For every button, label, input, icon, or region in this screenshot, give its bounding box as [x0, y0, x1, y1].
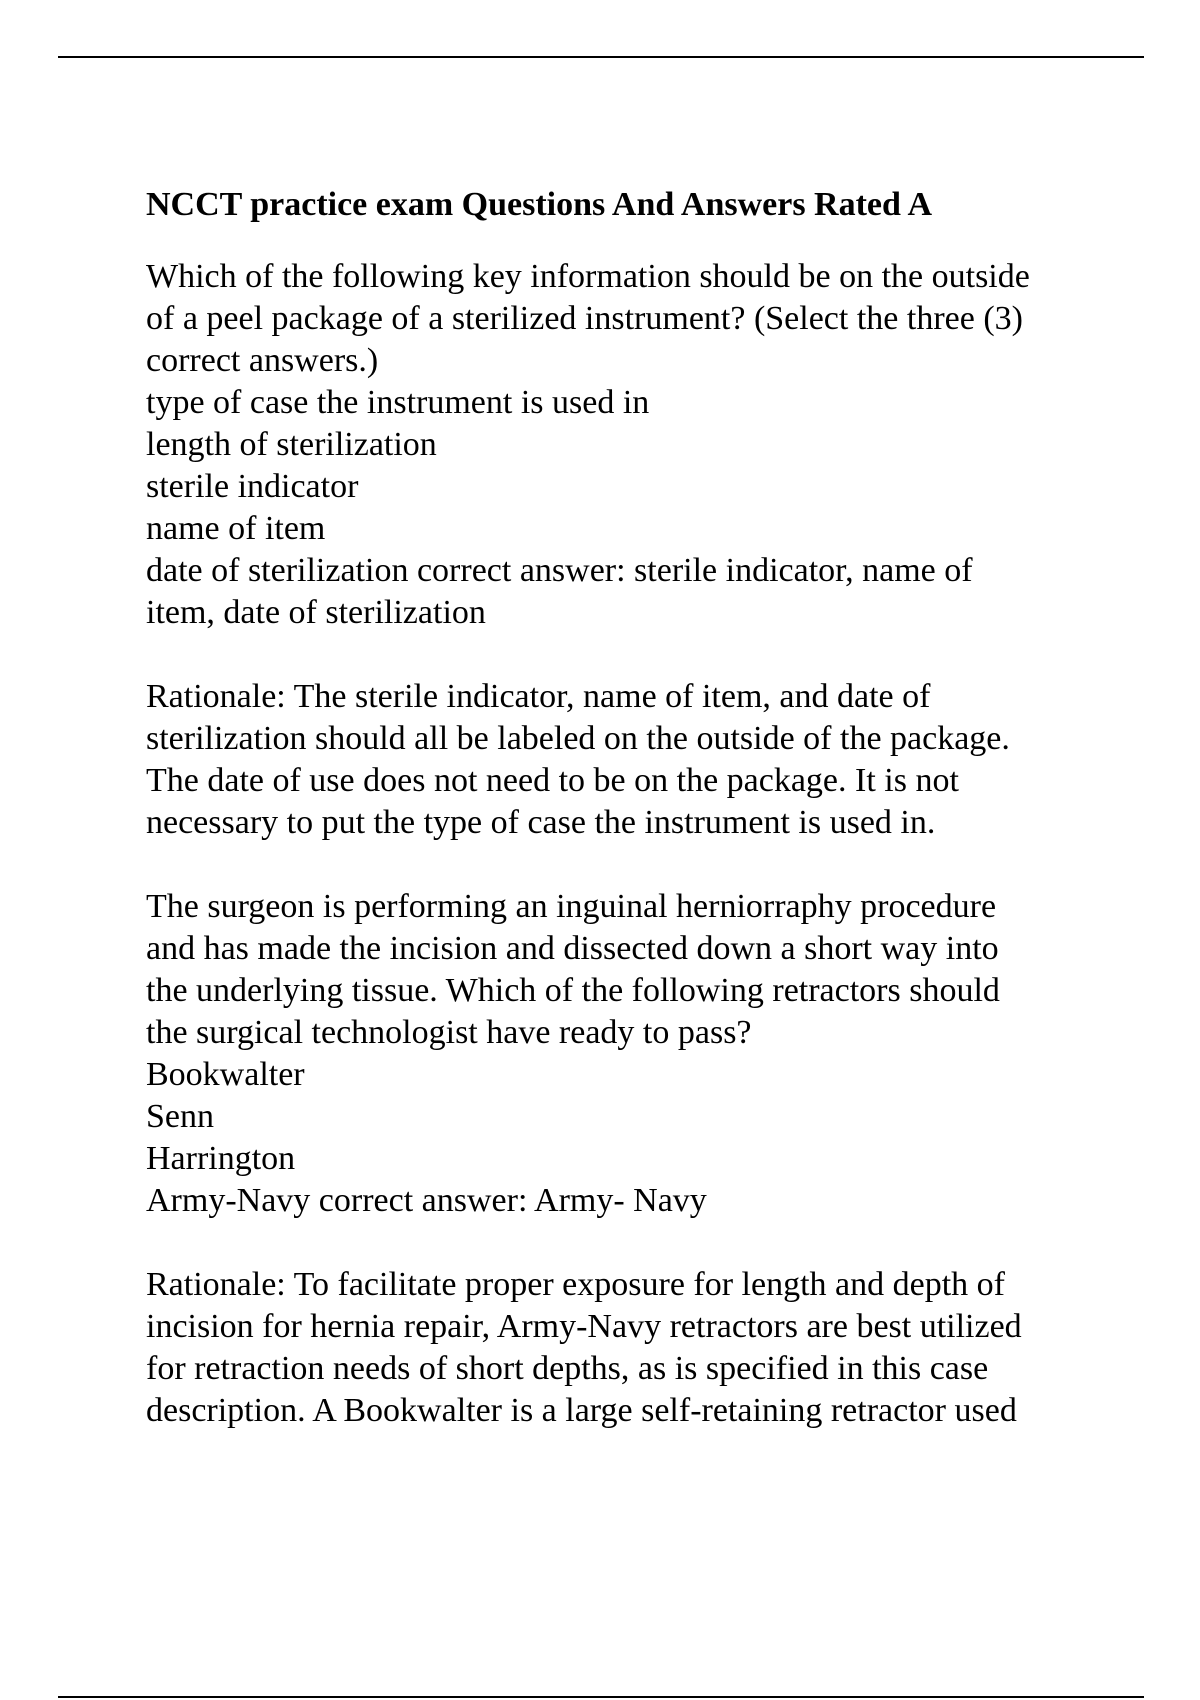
- question-text-line: the surgical technologist have ready to pass?: [146, 1014, 752, 1051]
- correct-answer-line: date of sterilization correct answer: sterile indicator, name of: [146, 552, 973, 589]
- rationale-line: incision for hernia repair, Army-Navy retractors are best utilized: [146, 1308, 1022, 1345]
- header-rule: [58, 56, 1144, 58]
- question-text-line: the underlying tissue. Which of the following retractors should: [146, 972, 1000, 1009]
- rationale-line: Rationale: To facilitate proper exposure for length and depth of: [146, 1266, 1005, 1303]
- rationale-1: [146, 676, 1156, 844]
- document-title: NCCT practice exam Questions And Answers Rated A: [146, 186, 933, 223]
- rationale-line: description. A Bookwalter is a large self-retaining retractor used: [146, 1392, 1017, 1429]
- question-text-line: and has made the incision and dissected down a short way into: [146, 930, 999, 967]
- rationale-line: Rationale: The sterile indicator, name of item, and date of: [146, 678, 931, 715]
- footer-rule: [58, 1696, 1144, 1698]
- page-content: [146, 184, 1156, 1432]
- correct-answer-line: Army-Navy correct answer: Army- Navy: [146, 1182, 707, 1219]
- question-text-line: Which of the following key information should be on the outside: [146, 258, 1030, 295]
- answer-option: Bookwalter: [146, 1056, 305, 1093]
- rationale-line: for retraction needs of short depths, as is specified in this case: [146, 1350, 989, 1387]
- answer-option: length of sterilization: [146, 426, 437, 463]
- correct-answer-line: item, date of sterilization: [146, 594, 486, 631]
- question-2: [146, 886, 1156, 1222]
- rationale-line: sterilization should all be labeled on the outside of the package.: [146, 720, 1010, 757]
- rationale-line: The date of use does not need to be on the package. It is not: [146, 762, 959, 799]
- answer-option: Harrington: [146, 1140, 296, 1177]
- question-text-line: of a peel package of a sterilized instrument? (Select the three (3): [146, 300, 1023, 337]
- rationale-line: necessary to put the type of case the instrument is used in.: [146, 804, 936, 841]
- answer-option: sterile indicator: [146, 468, 359, 505]
- question-1: [146, 256, 1156, 634]
- question-text-line: The surgeon is performing an inguinal herniorraphy procedure: [146, 888, 997, 925]
- question-text-line: correct answers.): [146, 342, 379, 379]
- answer-option: name of item: [146, 510, 326, 547]
- answer-option: Senn: [146, 1098, 214, 1135]
- rationale-2: [146, 1264, 1156, 1432]
- answer-option: type of case the instrument is used in: [146, 384, 650, 421]
